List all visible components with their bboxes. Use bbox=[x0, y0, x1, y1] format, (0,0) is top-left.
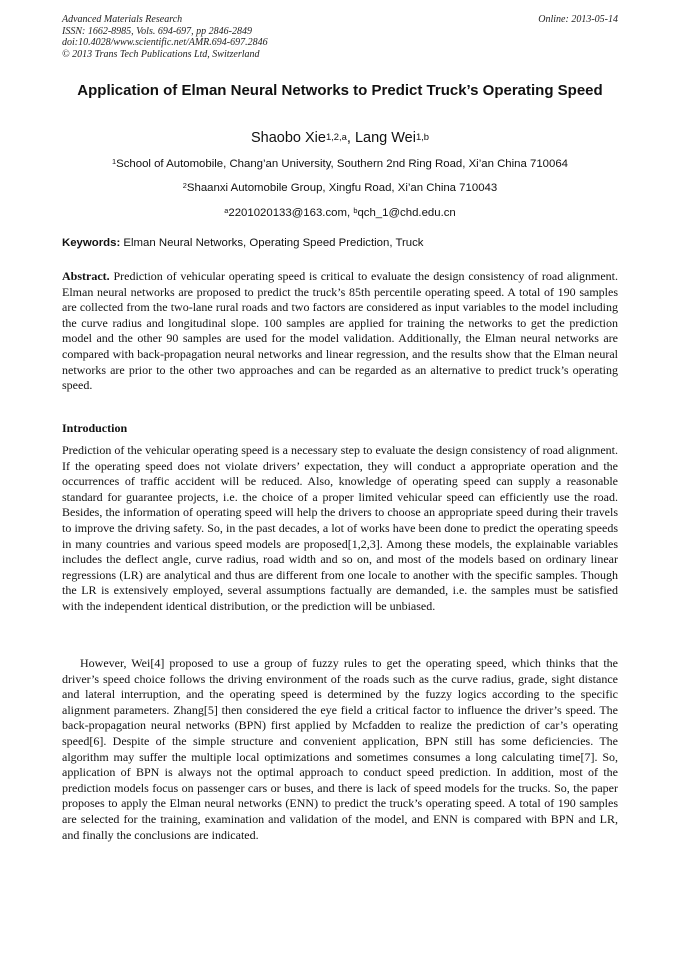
email-superscript: b bbox=[353, 206, 358, 215]
email-list bbox=[62, 206, 618, 220]
journal-issn: ISSN: 1662-8985, Vols. 694-697, pp 2846-2849 bbox=[62, 25, 252, 37]
journal-copyright: © 2013 Trans Tech Publications Ltd, Switzerland bbox=[62, 48, 260, 60]
author-list bbox=[62, 130, 618, 147]
email-separator: , bbox=[346, 207, 354, 219]
abstract-label: Abstract. bbox=[62, 269, 110, 283]
paragraph-text: Prediction of the vehicular operating speed is a necessary step to evaluate the design consistency of road alignment. If the operating speed does not violate drivers’ expectation, they will conduct a appropriate operation and the occurrences of traffic accident will be reduced. Also, knowledge of operating speed can supply a reasonable standard for guarantee projects, i.e. the choice of a proper limited vehicular speed can efficiently use the road. Besides, the information of operating speed will help the drivers to choose an appropriate speed during their travels to improve the driving safety. So, in the past decades, a lot of works have been done to predict the operating speeds in many countries and various speed models are proposed[1,2,3]. Among these models, the explainable variables includes the deflect angle, curve radius, road width and so on, and most of the models based on ordinary linear regressions (LR) are analytical and thus are different from one locale to another with the specific samples. Though the LR is extensively employed, several assumptions factually are demanded, i.e. the samples must be satisfied with the independent identical distribution, or the prediction will be unbiased. bbox=[62, 443, 618, 613]
author-superscript: 1,2,a bbox=[325, 131, 347, 142]
introduction-paragraph bbox=[62, 656, 618, 843]
journal-header bbox=[62, 14, 618, 60]
affiliation-text: Shaanxi Automobile Group, Xingfu Road, Xi’an China 710043 bbox=[186, 182, 498, 194]
keywords-label: Keywords: bbox=[62, 237, 121, 249]
affiliation-superscript: 2 bbox=[182, 181, 187, 190]
email-address: 2201020133@163.com bbox=[228, 207, 347, 219]
keywords-text: Elman Neural Networks, Operating Speed Prediction, Truck bbox=[123, 237, 424, 249]
affiliation bbox=[62, 157, 618, 171]
paragraph-text: However, Wei[4] proposed to use a group of fuzzy rules to get the operating speed, which thinks that the driver’s speed choice follows the driving environment of the roads such as the curve radius, grade, sight distance and lateral interruption, and the operating speed is determined by the fuzzy logics according to the specific alignment parameters. Zhang[5] then considered the eye field a critical factor to influence the driver’s speed. The back-propagation neural networks (BPN) first applied by Mcfadden to realize the prediction of car’s operating speed[6]. Despite of the simple structure and convenient application, BPN still has some deficiencies. The algorithm may suffer the multiple local optimizations and sometimes consumes a long calculating time[7]. So, application of BPN is always not the optimal approach to conduct speed prediction. In addition, most of the prediction models focus on passenger cars or buses, and there is lack of speed models for the trucks. So, the paper proposes to apply the Elman neural networks (ENN) to predict the truck’s operating speed. A total of 190 samples are selected for the training, examination and validation of the model, and ENN is compared with BPN and LR, and finally the conclusions are indicated. bbox=[62, 656, 618, 842]
online-date: Online: 2013-05-14 bbox=[538, 14, 618, 25]
affiliation-text: School of Automobile, Chang’an University, Southern 2nd Ring Road, Xi’an China 710064 bbox=[116, 158, 569, 170]
email-superscript: a bbox=[224, 206, 229, 215]
affiliation bbox=[62, 181, 618, 195]
keywords bbox=[62, 236, 618, 250]
author-separator: , bbox=[346, 130, 355, 146]
journal-doi: doi:10.4028/www.scientific.net/AMR.694-697.2846 bbox=[62, 37, 268, 48]
introduction-paragraph bbox=[62, 443, 618, 615]
section-heading-introduction: Introduction bbox=[62, 421, 128, 435]
author-superscript: 1,b bbox=[415, 131, 430, 142]
abstract-text: Prediction of vehicular operating speed is critical to evaluate the design consistency of road alignment. Elman neural networks are proposed to predict the truck’s 85th percentile operating speed. A total of 190 samples are collected from the two-lane rural roads and two factors are considered as input variables to the model including the curve radius and longitudinal slope. 100 samples are applied for training the networks to get the prediction model and the other 90 samples are used for the model validation. Additionally, the Elman neural networks are compared with back-propagation neural networks and linear regression, and the results show that the Elman neural networks are prior to the other two approaches and can be regarded as an alternative to predict truck’s operating speed. bbox=[62, 269, 618, 393]
author-name: Shaobo Xie bbox=[250, 130, 326, 146]
abstract bbox=[62, 269, 618, 394]
author-name: Lang Wei bbox=[354, 130, 416, 146]
affiliation-superscript: 1 bbox=[111, 157, 117, 166]
journal-name: Advanced Materials Research bbox=[62, 14, 183, 25]
paper-title: Application of Elman Neural Networks to Predict Truck’s Operating Speed bbox=[77, 82, 603, 99]
email-address: qch_1@chd.edu.cn bbox=[357, 207, 456, 219]
